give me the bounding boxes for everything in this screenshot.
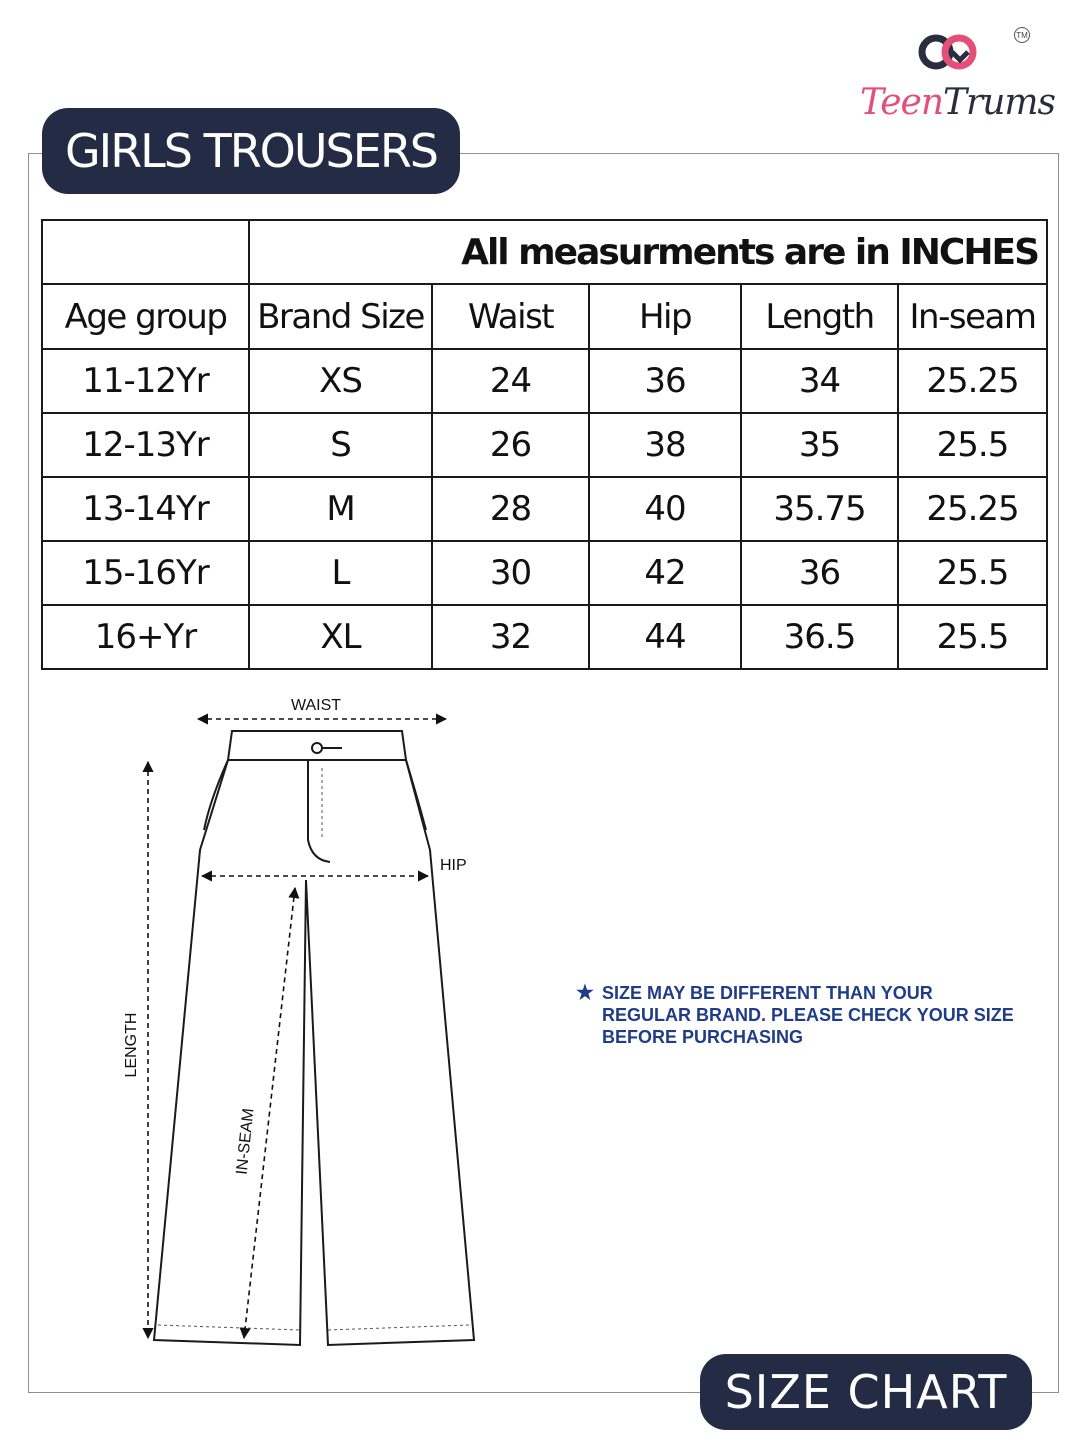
table-cell: 16+Yr [42, 605, 249, 669]
table-cell: 11-12Yr [42, 349, 249, 413]
table-cell: XS [249, 349, 432, 413]
column-header: In-seam [898, 284, 1047, 349]
table-cell: 40 [589, 477, 741, 541]
hip-label: HIP [440, 857, 467, 874]
column-header: Age group [42, 284, 249, 349]
inseam-label: IN-SEAM [233, 1107, 258, 1176]
table-row [42, 349, 1047, 413]
size-table [41, 219, 1048, 670]
table-cell: 42 [589, 541, 741, 605]
column-header: Brand Size [249, 284, 432, 349]
table-cell: 32 [432, 605, 589, 669]
table-cell: 35.75 [741, 477, 898, 541]
unit-note: All measurments are in INCHES [249, 220, 1047, 284]
table-row [42, 477, 1047, 541]
table-cell: 38 [589, 413, 741, 477]
table-cell: 26 [432, 413, 589, 477]
table-row [42, 413, 1047, 477]
table-cell: 28 [432, 477, 589, 541]
table-row [42, 605, 1047, 669]
table-cell: 25.5 [898, 541, 1047, 605]
length-label: LENGTH [123, 1012, 140, 1078]
front-fly [308, 760, 330, 862]
column-header: Waist [432, 284, 589, 349]
star-icon: ★ [576, 982, 594, 1004]
column-header: Length [741, 284, 898, 349]
waist-label: WAIST [290, 697, 342, 714]
table-cell: 13-14Yr [42, 477, 249, 541]
table-cell: 36 [741, 541, 898, 605]
table-row [42, 541, 1047, 605]
note-line: SIZE MAY BE DIFFERENT THAN YOUR [602, 983, 933, 1003]
table-cell: XL [249, 605, 432, 669]
table-note-row [42, 220, 1047, 284]
table-cell: 44 [589, 605, 741, 669]
right-hem-stitch [328, 1325, 470, 1330]
table-cell: 30 [432, 541, 589, 605]
table-cell: 36.5 [741, 605, 898, 669]
table-cell: 15-16Yr [42, 541, 249, 605]
trouser-outline [154, 760, 474, 1345]
empty-cell [42, 220, 249, 284]
size-chart-badge: SIZE CHART [700, 1354, 1032, 1430]
note-line: BEFORE PURCHASING [602, 1027, 804, 1047]
table-cell: 25.5 [898, 605, 1047, 669]
left-pocket [204, 760, 228, 830]
table-header-row [42, 284, 1047, 349]
table-cell: 36 [589, 349, 741, 413]
table-cell: 34 [741, 349, 898, 413]
table-cell: S [249, 413, 432, 477]
brand-name [860, 82, 1055, 123]
page-title: GIRLS TROUSERS [42, 108, 460, 194]
left-hem-stitch [158, 1325, 300, 1330]
trouser-diagram [100, 690, 500, 1360]
table-cell: 25.5 [898, 413, 1047, 477]
column-header: Hip [589, 284, 741, 349]
button-icon [312, 743, 322, 753]
table-cell: M [249, 477, 432, 541]
table-cell: 35 [741, 413, 898, 477]
table-cell: L [249, 541, 432, 605]
table-cell: 24 [432, 349, 589, 413]
note-line: REGULAR BRAND. PLEASE CHECK YOUR SIZE [602, 1005, 1014, 1025]
brand-name-part1: Teen [860, 82, 944, 123]
table-cell: 25.25 [898, 477, 1047, 541]
table-cell: 25.25 [898, 349, 1047, 413]
right-pocket [406, 760, 426, 830]
table-cell: 12-13Yr [42, 413, 249, 477]
waistband-outline [228, 731, 406, 760]
brand-name-part2: Trums [943, 82, 1056, 123]
trademark-mark: TM [1014, 27, 1030, 43]
